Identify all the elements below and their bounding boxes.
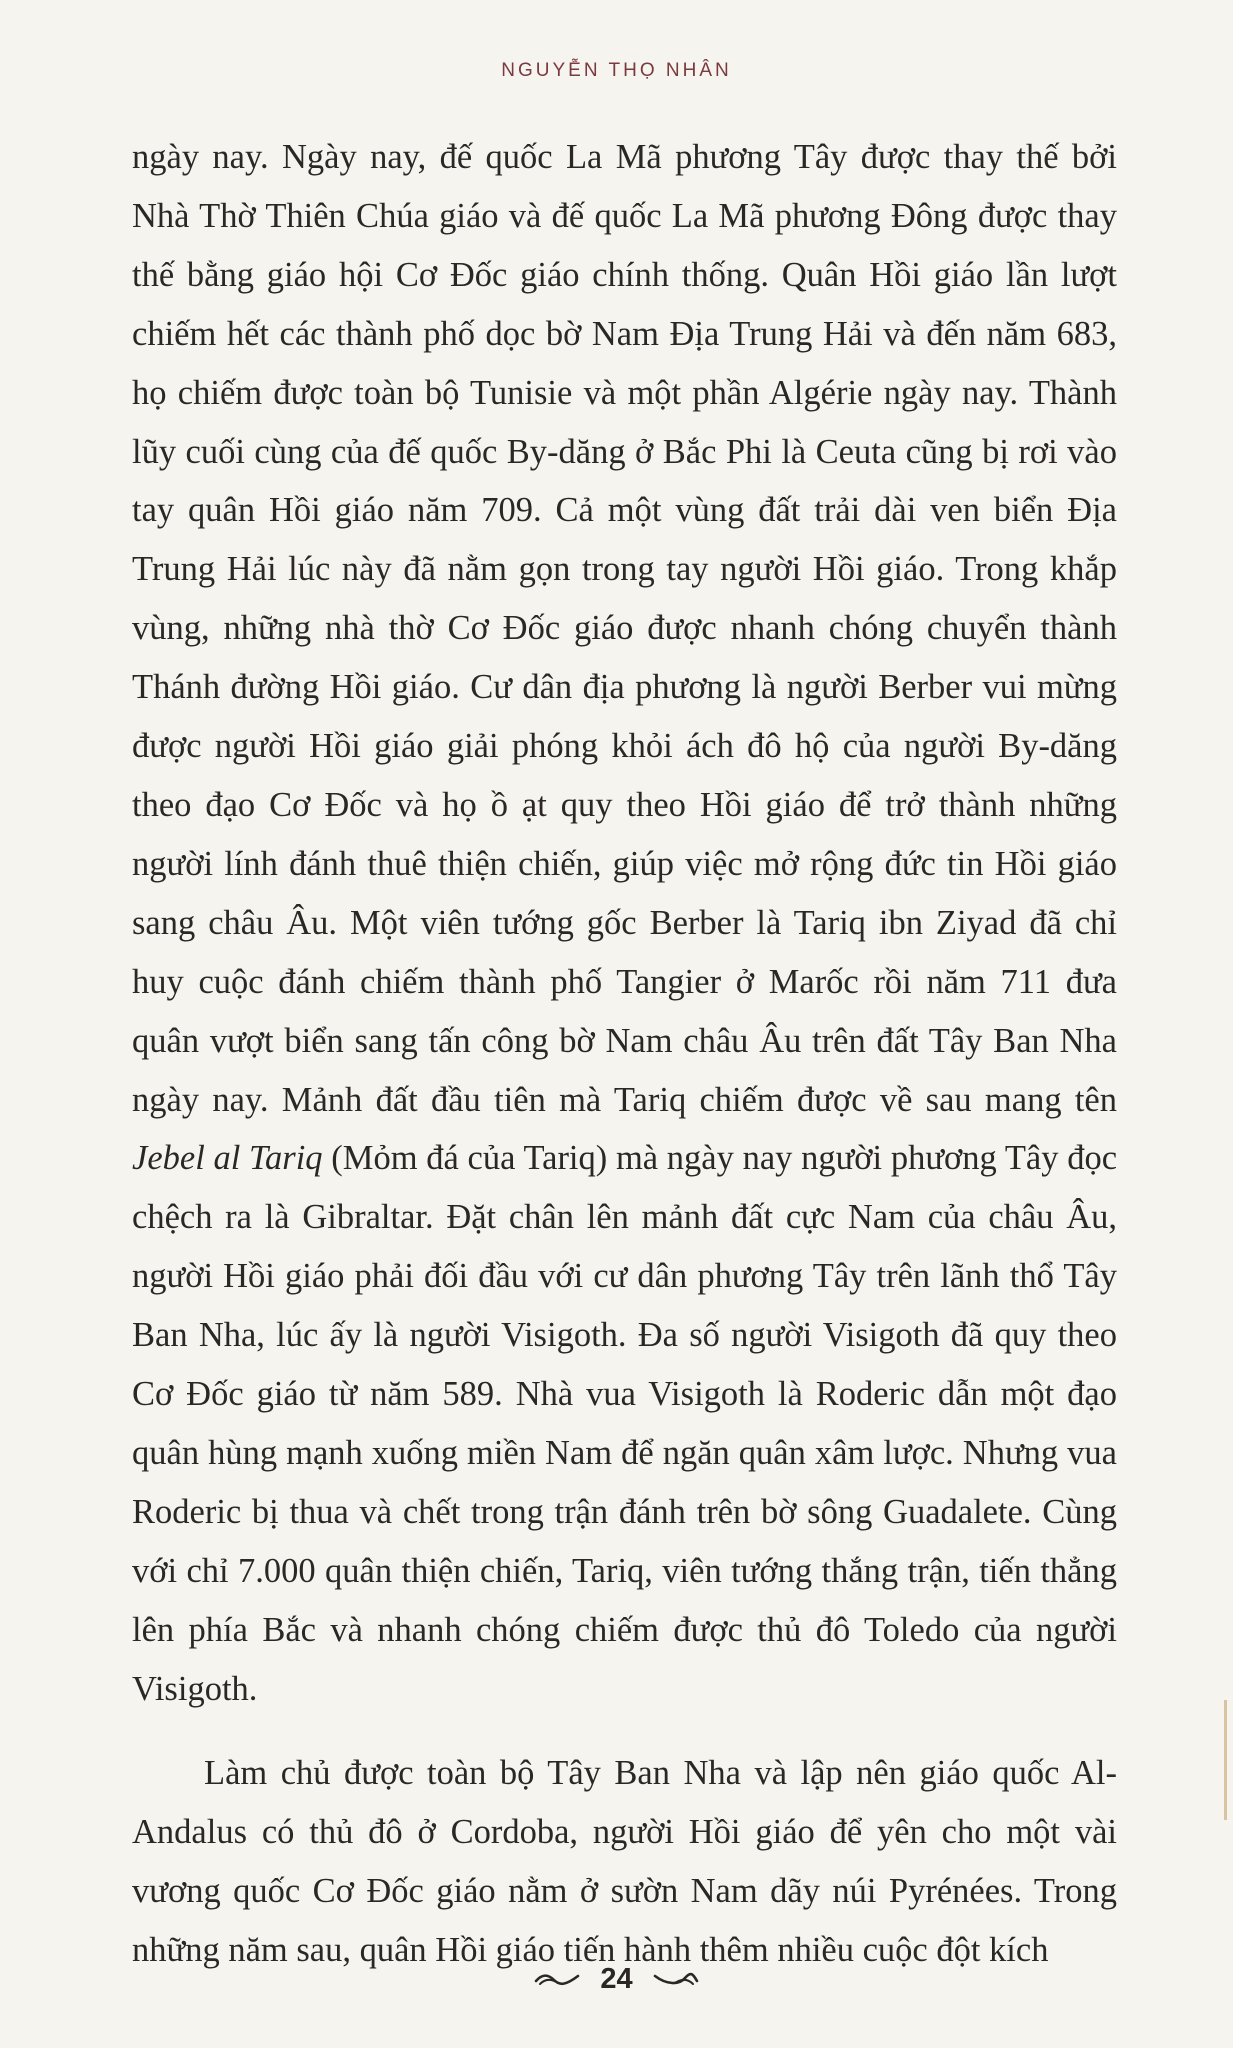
paragraph-1-text-b: (Mỏm đá của Tariq) mà ngày nay người phương Tây đọc chệch ra là Gibraltar. Đặt chân lên mảnh đất cực Nam của châu Âu, người Hồi giáo phải đối đầu với cư dân phương Tây trên lãnh thổ Tây Ban Nha, lúc ấy là người Visigoth. Đa số người Visigoth đã quy theo Cơ Đốc giáo từ năm 589. Nhà vua Visigoth là Roderic dẫn một đạo quân hùng mạnh xuống miền Nam để ngăn quân xâm lược. Nhưng vua Roderic bị thua và chết trong trận đánh trên bờ sông Guadalete. Cùng với chỉ 7.000 quân thiện chiến, Tariq, viên tướng thắng trận, tiến thẳng lên phía Bắc và nhanh chóng chiếm được thủ đô Toledo của người Visigoth.: [132, 1139, 1118, 1708]
body-text: [132, 128, 1117, 1980]
wave-ornament-left-icon: [534, 1972, 580, 1986]
paragraph-1-text-a: ngày nay. Ngày nay, đế quốc La Mã phương Tây được thay thế bởi Nhà Thờ Thiên Chúa giáo và đế quốc La Mã phương Đông được thay thế bằng giáo hội Cơ Đốc giáo chính thống. Quân Hồi giáo lần lượt chiếm hết các thành phố dọc bờ Nam Địa Trung Hải và đến năm 683, họ chiếm được toàn bộ Tunisie và một phần Algérie ngày nay. Thành lũy cuối cùng của đế quốc By-dăng ở Bắc Phi là Ceuta cũng bị rơi vào tay quân Hồi giáo năm 709. Cả một vùng đất trải dài ven biển Địa Trung Hải lúc này đã nằm gọn trong tay người Hồi giáo. Trong khắp vùng, những nhà thờ Cơ Đốc giáo được nhanh chóng chuyển thành Thánh đường Hồi giáo. Cư dân địa phương là người Berber vui mừng được người Hồi giáo giải phóng khỏi ách đô hộ của người By-dăng theo đạo Cơ Đốc và họ ồ ạt quy theo Hồi giáo để trở thành những người lính đánh thuê thiện chiến, giúp việc mở rộng đức tin Hồi giáo sang châu Âu. Một viên tướng gốc Berber là Tariq ibn Ziyad đã chỉ huy cuộc đánh chiếm thành phố Tangier ở Marốc rồi năm 711 đưa quân vượt biển sang tấn công bờ Nam châu Âu trên đất Tây Ban Nha ngày nay. Mảnh đất đầu tiên mà Tariq chiếm được về sau mang tên: [132, 138, 1117, 1119]
page-footer: [0, 1962, 1233, 1996]
wave-ornament-right-icon: [653, 1972, 699, 1986]
paragraph-2: Làm chủ được toàn bộ Tây Ban Nha và lập nên giáo quốc Al-Andalus có thủ đô ở Cordoba, người Hồi giáo để yên cho một vài vương quốc Cơ Đốc giáo nằm ở sườn Nam dãy núi Pyrénées. Trong những năm sau, quân Hồi giáo tiến hành thêm nhiều cuộc đột kích: [132, 1754, 1117, 1970]
running-header-author: NGUYỄN THỌ NHÂN: [501, 60, 732, 81]
page-number: 24: [600, 1962, 633, 1995]
paragraph-1-italic-term: Jebel al Tariq: [132, 1139, 323, 1178]
paragraph-1: [132, 128, 1117, 1718]
page-edge-mark: [1224, 1700, 1227, 1820]
